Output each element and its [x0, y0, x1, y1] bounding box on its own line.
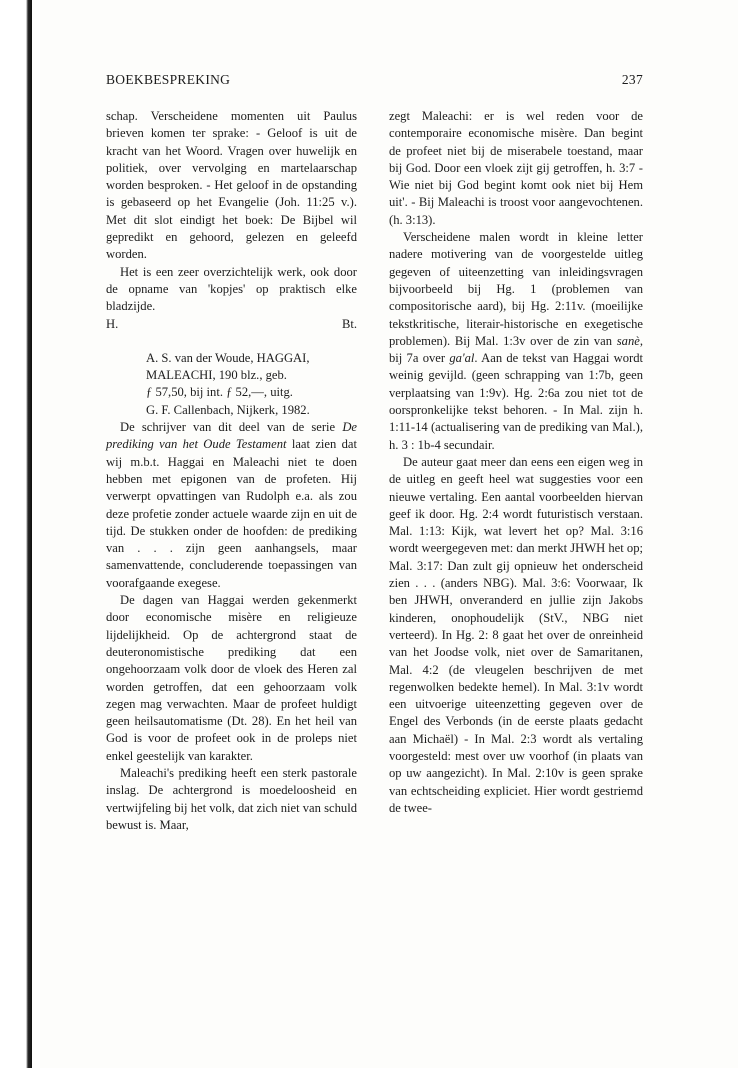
citation-line: A. S. van der Woude, HAGGAI, — [146, 350, 310, 365]
series-title: De prediking van het Oude Testament — [106, 420, 357, 452]
paragraph: De auteur gaat meer dan eens een eigen weg in de uitleg en geeft heel wat suggesties voor een nieuwe vertaling. Een aantal voorbeelden hiervan geef ik door. Hg. 2:4 wordt futuristisch verstaan. Mal. 1:13: Kijk, wat levert het op? Mal. 3:16 wordt weergegeven met: dan merkt JHWH het op; Mal. 3:17: Dan zult gij opnieuw het onderscheid zien . . . (anders NBG). Mal. 3:6: Voorwaar, Ik ben JHWH, onveranderd en jullie zijn Jakobs kinderen, onophoudelijk (StV., NBG niet verteerd). In Hg. 2: 8 gaat het over de onreinheid van het Joodse volk, niet over de Samaritanen, Mal. 4:2 (de vleugelen beschrijven de met regenwolken bedekte hemel). In Mal. 3:1v wordt een uitvoerige uiteenzetting gegeven over de Engel des Verbonds (in de eerste plaats gedacht aan Michaël) - In Mal. 2:3 wordt als vertaling voorgesteld: mest over uw voorhof (in plaats van op uw aangezicht). In Mal. 2:10v is geen sprake van echtscheiding expliciet. Hier wordt gestriemd de twee- — [389, 454, 644, 815]
paragraph: Maleachi's prediking heeft een sterk pastorale inslag. De achtergrond is moedeloosheid en vertwijfeling bij het volk, dat zich niet van schuld bewust is. Maar, — [106, 765, 357, 832]
right-column — [389, 108, 643, 817]
signature-initial: H. — [106, 316, 119, 331]
paragraph: De dagen van Haggai werden gekenmerkt door economische misère en religieuze lijdelijkheid. Op de achtergrond staat de deuteronomistische prediking dat een ongehoorzaam volk door de vloek des Heren zal worden getroffen, dat een gehoorzaam volk zegen mag verwachten. Maar de profeet huldigt geen heilsautomatisme (Dt. 28). En het heil van God is voor de profeet ook in de proleps niet enkel geestelijk van karakter. — [106, 593, 357, 763]
book-citation — [106, 350, 357, 419]
paragraph — [106, 419, 357, 592]
citation-line: MALEACHI, 190 blz., geb. — [146, 368, 287, 383]
hebrew-term: ga'al — [449, 351, 475, 366]
book-binding-edge — [0, 0, 32, 1068]
left-column — [106, 108, 357, 834]
paragraph — [389, 229, 643, 454]
hebrew-term: sanè — [616, 333, 640, 348]
reviewer-signature — [106, 316, 357, 333]
paragraph: Het is een zeer overzichtelijk werk, ook door de opname van 'kopjes' op praktisch elke bladzijde. — [106, 264, 357, 314]
text-run: . Aan de tekst van Haggai wordt weinig gevijld. (geen schrapping van 1:7b, geen verplaatsing van 1:9v). Hg. 2:6a zou niet tot de oorspronkelijke tekst behoren. - In Mal. zijn h. 1:11-14 (actualisering van de prediking van Mal.), h. 3 : 1b-4 secundair. — [389, 351, 643, 452]
citation-line: ƒ 57,50, bij int. ƒ 52,—, uitg. — [146, 385, 293, 400]
book-page — [40, 0, 738, 1068]
paragraph: zegt Maleachi: er is wel reden voor de contemporaire economische misère. Dan begint de profeet niet bij de miserabele toestand, maar bij God. Door een vloek zijt gij getroffen, h. 3:7 - Wie niet bij God begint komt ook niet bij Hem uit'. - Bij Maleachi is troost voor aangevochtenen. (h. 3:13). — [389, 109, 643, 227]
running-header — [106, 72, 643, 88]
section-title: BOEKBESPREKING — [106, 72, 231, 87]
citation-line: G. F. Callenbach, Nijkerk, 1982. — [146, 402, 310, 417]
signature-abbrev: Bt. — [341, 316, 357, 331]
text-run: , bij 7a over — [389, 333, 643, 366]
text-run: Verscheidene malen wordt in kleine letter nadere motivering van de voorgestelde uitleg gegeven of uiteenzetting van inleidingsvragen bijvoorbeeld bij Hg. 1 (problemen van compositorische aard), bij Hg. 2:11v. (moeilijke tekstkritische, literair-historische en exegetische problemen). Bij Mal. 1:3v over de zin van — [389, 230, 643, 348]
page-number: 237 — [621, 72, 643, 87]
text-run: laat zien dat wij m.b.t. Haggai en Maleachi niet te doen hebben met epigonen van de profeten. Hij verwerpt opvattingen van Rudolph e.a. als zou deze profetie zonder actuele waarde zijn en uit de tijd. De stukken onder de hoofden: de prediking van . . . zijn geen aanhangsels, maar samenvattende, concluderende toepassingen van voorafgaande exegese. — [106, 437, 357, 590]
paragraph: schap. Verscheidene momenten uit Paulus brieven komen ter sprake: - Geloof is uit de kracht van het Woord. Vragen over huwelijk en politiek, over vervolging en martelaarschap worden besproken. - Het geloof in de opstanding is gebaseerd op het Evangelie (Joh. 11:25 v.). Met dit slot eindigt het boek: De Bijbel wil gepredikt en gehoord, gelezen en geleefd worden. — [106, 109, 357, 262]
text-run: De schrijver van dit deel van de serie — [120, 420, 343, 435]
